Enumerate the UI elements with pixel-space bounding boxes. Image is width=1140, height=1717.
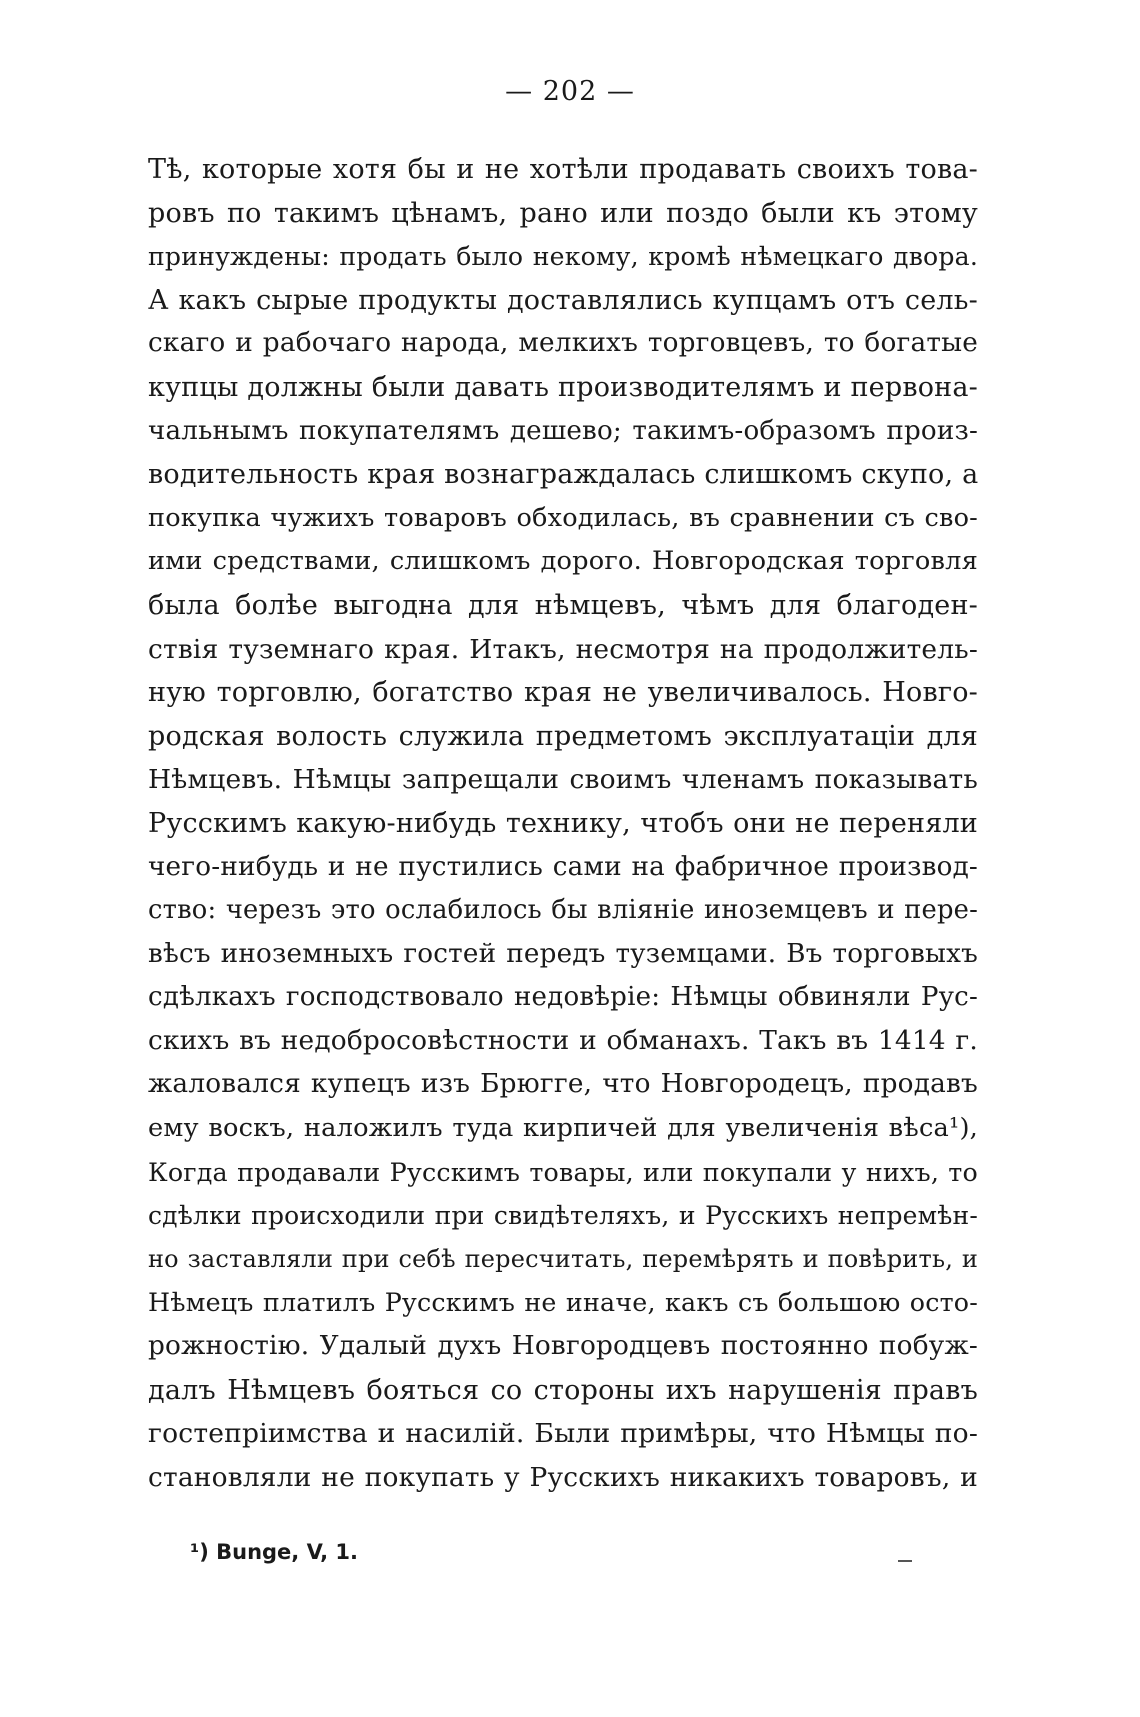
text-line: принуждены: продать было некому, кромѣ нѣмецкаго двора. — [148, 242, 978, 272]
text-line: Нѣмцевъ. Нѣмцы запрещали своимъ членамъ показывать — [148, 764, 978, 796]
text-line: А какъ сырые продукты доставлялись купцамъ отъ сель- — [148, 284, 978, 316]
text-line: Когда продавали Русскимъ товары, или покупали у нихъ, то — [148, 1156, 978, 1187]
text-line: скихъ въ недобросовѣстности и обманахъ. Такъ въ 1414 г. — [148, 1025, 978, 1056]
text-line: Тѣ, которые хотя бы и не хотѣли продавать своихъ това- — [148, 154, 978, 185]
text-line: становляли не покупать у Русскихъ никакихъ товаровъ, и — [148, 1461, 978, 1493]
text-line: родская волость служила предметомъ эксплуатаціи для — [148, 720, 978, 752]
text-line: ими средствами, слишкомъ дорого. Новгородская торговля — [148, 546, 978, 577]
text-line: гостепріимства и насилій. Были примѣры, что Нѣмцы по- — [148, 1418, 978, 1450]
text-line: рожностію. Удалый духъ Новгородцевъ постоянно побуж- — [148, 1331, 978, 1362]
text-line: сдѣлкахъ господствовало недовѣріе: Нѣмцы обвиняли Рус- — [148, 982, 978, 1013]
text-line: ствія туземнаго края. Итакъ, несмотря на продолжитель- — [148, 633, 978, 665]
text-line: жаловался купецъ изъ Брюгге, что Новгородецъ, продавъ — [148, 1069, 978, 1100]
text-line: но заставляли при себѣ пересчитать, перемѣрять и повѣрить, и — [148, 1244, 978, 1273]
text-line: чальнымъ покупателямъ дешево; такимъ-образомъ произ- — [148, 415, 978, 446]
text-line: ство: черезъ это ослабилось бы вліяніе иноземцевъ и пере- — [148, 895, 978, 926]
text-line: ровъ по такимъ цѣнамъ, рано или поздо были къ этому — [148, 197, 978, 229]
text-line: далъ Нѣмцевъ бояться со стороны ихъ нарушенія правъ — [148, 1374, 978, 1406]
footnote-text: Bunge, V, 1. — [216, 1540, 359, 1564]
text-line: сдѣлки происходили при свидѣтеляхъ, и Русскихъ непремѣн- — [148, 1201, 978, 1231]
text-line: ную торговлю, богатство края не увеличивалось. Новго- — [148, 677, 978, 709]
margin-dash — [898, 1560, 912, 1562]
text-line: ему воскъ, наложилъ туда кирпичей для увеличенія вѣса¹), — [148, 1113, 978, 1144]
text-line: Нѣмецъ платилъ Русскимъ не иначе, какъ съ большою осто- — [148, 1287, 978, 1318]
footnote — [190, 1540, 358, 1564]
text-line: была болѣе выгодна для нѣмцевъ, чѣмъ для благоден- — [148, 589, 978, 621]
text-line: покупка чужихъ товаровъ обходилась, въ сравнении съ сво- — [148, 502, 978, 533]
text-line: чего-нибудь и не пустились сами на фабричное производ- — [148, 851, 978, 882]
footnote-marker: ¹) — [190, 1540, 209, 1564]
text-line: скаго и рабочаго народа, мелкихъ торговцевъ, то богатые — [148, 328, 978, 359]
body-text — [148, 148, 978, 1499]
text-line: водительность края вознаграждалась слишкомъ скупо, а — [148, 459, 979, 491]
text-line: вѣсъ иноземныхъ гостей передъ туземцами. Въ торговыхъ — [148, 938, 978, 969]
page-number: — 202 — — [505, 76, 635, 107]
text-line: Русскимъ какую-нибудь технику, чтобъ они не переняли — [148, 807, 978, 839]
text-line: купцы должны были давать производителямъ и первона- — [148, 371, 978, 403]
